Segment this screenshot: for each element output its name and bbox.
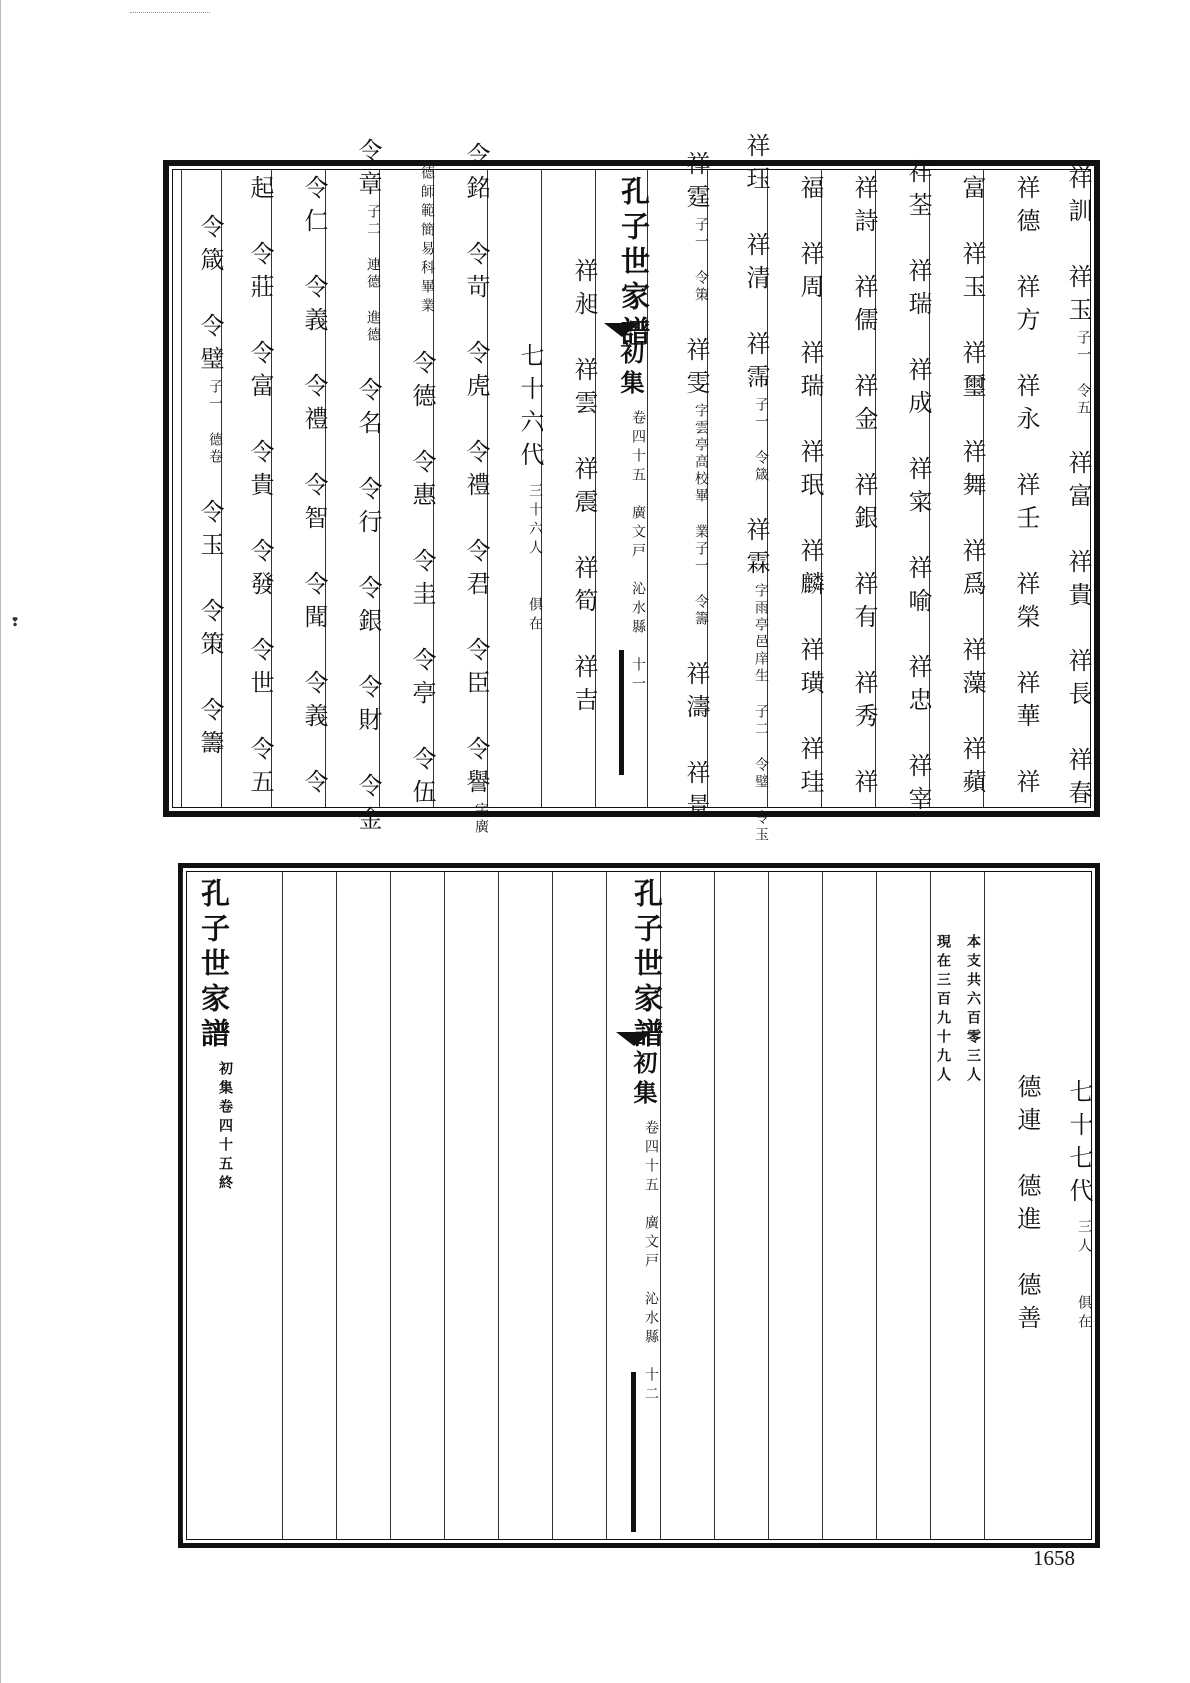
- column-2: [983, 170, 1038, 807]
- empty-column: [336, 872, 391, 1539]
- column-text: 祥荃 祥瑞 祥成 祥寀 祥喻 祥忠 祥宰: [904, 158, 932, 819]
- empty-column: [822, 872, 877, 1539]
- annotation: 德師範簡易科畢業: [419, 165, 435, 317]
- column-17: [181, 170, 222, 807]
- annotation: 字雨亭邑庠生 子二 令璧 令玉: [753, 583, 769, 844]
- column-text: 令德 令惠 令圭 令亭 令伍: [408, 317, 436, 812]
- column-text: 祥訓 祥玉: [1064, 164, 1092, 330]
- column-7: [707, 133, 770, 844]
- volume-info: 卷四十五 廣文戸 沁水縣 十二: [643, 1120, 659, 1405]
- center-spine: [595, 170, 651, 807]
- volume-name: 初集: [616, 340, 645, 400]
- empty-column: [876, 872, 931, 1539]
- generation-count: 三十六人 俱在: [527, 482, 543, 635]
- column-text: 富 祥玉 祥璽 祥舞 祥爲 祥藻 祥蘋: [958, 175, 986, 802]
- column-1: [1038, 164, 1092, 813]
- annotation: 子一 令箴: [753, 397, 769, 484]
- column-text: 祥雯: [682, 304, 710, 403]
- column-8: [647, 151, 710, 826]
- column-14: [325, 138, 382, 839]
- column-5: [821, 170, 876, 807]
- generation-count: 三人 俱在: [1076, 1218, 1092, 1333]
- column-3: [929, 170, 984, 807]
- names-column: [984, 872, 1039, 1539]
- summary-living: 現在三百九十九人: [935, 934, 951, 1086]
- column-text: 祥霆: [682, 151, 710, 217]
- column-10: [541, 170, 596, 807]
- page-panel-bottom: [178, 863, 1100, 1548]
- annotation: 字雲亭高校畢 業子一 令籌: [693, 403, 709, 628]
- generation-heading: 七十六代: [516, 342, 544, 475]
- spine-bar: [631, 1372, 636, 1532]
- empty-column: [498, 872, 553, 1539]
- column-text: 令仁 令義 令禮 令智 令聞 令義 令: [300, 175, 328, 802]
- empty-column: [768, 872, 823, 1539]
- empty-column: [552, 872, 607, 1539]
- summary-column: [930, 872, 985, 1539]
- book-title: 孔子世家譜: [197, 878, 231, 1053]
- column-text: 起 令莊 令富 令貴 令發 令世 令五: [246, 175, 274, 802]
- annotation: 子二 連德 進德: [365, 204, 381, 344]
- book-title: 孔子世家譜: [630, 878, 664, 1053]
- column-text: 祥霖: [742, 484, 770, 583]
- column-text: 令箴 令璧: [196, 214, 224, 379]
- annotation: 子一 令五: [1075, 329, 1091, 417]
- column-text: 祥珏 祥清 祥霈: [742, 133, 770, 397]
- volume-name: 初集: [629, 1050, 658, 1110]
- margin-mark: ❢: [10, 615, 21, 629]
- column-13: [379, 165, 436, 812]
- column-text: 祥德 祥方 祥永 祥壬 祥榮 祥華 祥: [1012, 175, 1040, 802]
- column-12: [433, 141, 490, 836]
- annotation: 子一 德卷: [207, 379, 223, 466]
- annotation: 子一 令策: [693, 217, 709, 304]
- scan-edge-line: [0, 0, 1, 1683]
- column-6: [767, 170, 822, 807]
- empty-column: [660, 872, 715, 1539]
- column-text: 祥濤 祥景: [682, 628, 710, 826]
- column-11: [487, 170, 542, 807]
- generation-heading: 七十七代: [1065, 1078, 1093, 1211]
- fish-tail-mark: [616, 1032, 652, 1046]
- scan-dots: [130, 12, 210, 13]
- volume-end-note: 初集卷四十五終: [217, 1061, 233, 1194]
- spine-bar: [619, 650, 624, 775]
- empty-column: [444, 872, 499, 1539]
- center-spine: [606, 872, 664, 1539]
- annotation: 字廣: [473, 801, 489, 836]
- column-15: [271, 170, 326, 807]
- column-text: 祥詩 祥儒 祥金 祥銀 祥有 祥秀 祥: [850, 175, 878, 802]
- ending-column: [182, 872, 283, 1539]
- summary-total: 本支共六百零三人: [965, 934, 981, 1086]
- page-panel-top: [163, 133, 1100, 844]
- book-title: 孔子世家譜: [617, 176, 651, 351]
- column-text: 令銘 令苛 令虎 令禮 令君 令臣 令譽: [462, 141, 490, 802]
- volume-info: 卷四十五 廣文戸 沁水縣 十一: [630, 410, 646, 695]
- column-16: [221, 170, 272, 807]
- empty-column: [282, 872, 337, 1539]
- fish-tail-mark: [604, 323, 640, 337]
- column-text: 德連 德進 德善: [1013, 1073, 1041, 1338]
- empty-column: [714, 872, 769, 1539]
- column-text: 福 祥周 祥瑞 祥珉 祥麟 祥璜 祥珪: [796, 175, 824, 802]
- column-4: [875, 158, 932, 819]
- empty-column: [390, 872, 445, 1539]
- column-text: 令章: [354, 138, 382, 204]
- column-text: 祥昶 祥雲 祥震 祥筍 祥吉: [570, 257, 598, 720]
- column-text: 祥富 祥貴 祥長 祥春: [1064, 416, 1092, 813]
- generation-column: [1039, 872, 1091, 1539]
- column-text: 令玉 令策 令籌: [196, 466, 224, 763]
- page-number: 1658: [1033, 1546, 1075, 1570]
- column-text: 令名 令行 令銀 令財 令金: [354, 344, 382, 839]
